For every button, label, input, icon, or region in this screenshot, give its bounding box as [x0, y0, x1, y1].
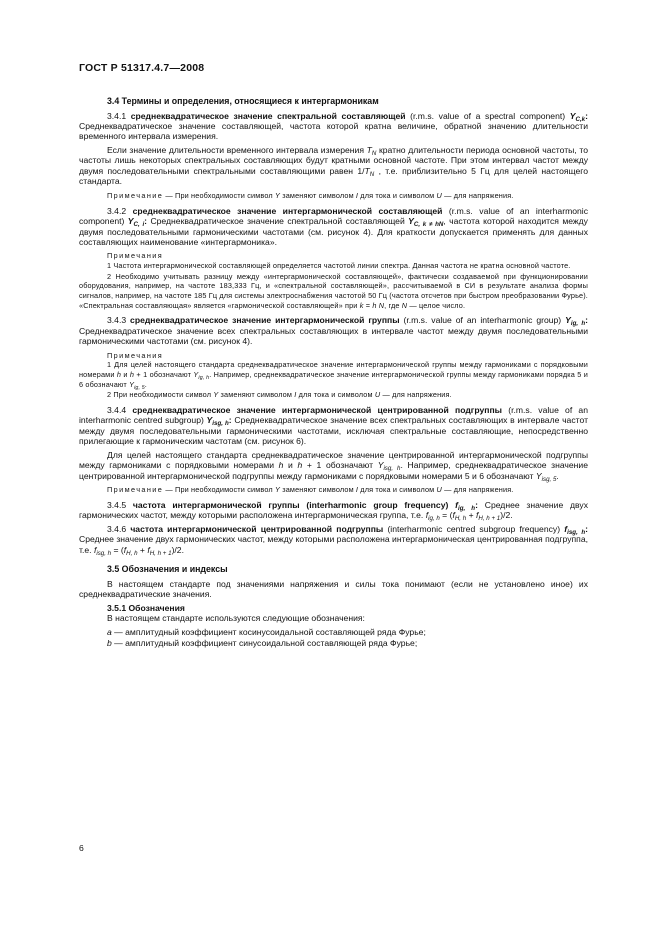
term-3-4-6: 3.4.6 частота интергармонической центрированной подгруппы (interharmonic centred subgroup frequency) $f_{isg, h}$: Среднее значение двух гармонических частот, между которыми расположена интергармоническая центрированная подгруппа, т.е. $f_{isg, h} = (f_{H, h} + f_{H, h + 1})/2$.	[79, 523, 588, 557]
term-3-4-3: 3.4.3 среднеквадратическое значение интергармонической группы (r.m.s. value of an interharmonic group) $Y_{ig, h}$: Среднеквадратическое значение всех спектральных составляющих в интервале частот между двумя последовательными гармоническими частотами (см. рисунок 4).	[79, 315, 588, 347]
subsection-heading-3-5-1: 3.5.1 Обозначения	[107, 602, 185, 613]
term-3-4-4-paragraph: Для целей настоящего стандарта среднеквадратическое значение центрированной интергармонической подгруппы между гармониками с порядковыми номерами h и h + 1 обозначают $Y_{isg, h}$. Например, среднеквадратическое значение центрированной интергармонической подгруппы между гармониками с порядковыми номерами 5 и 6 обозначают $Y_{isg, 5}$.	[79, 449, 588, 483]
section-heading-3-4: 3.4 Термины и определения, относящиеся к интергармоникам	[107, 95, 379, 106]
notes-title-3-4-2: Примечания	[107, 251, 164, 261]
note-3-4-3-1: 1 Для целей настоящего стандарта среднеквадратическое значение интергармонической группы между гармониками с порядковыми номерами h и h + 1 обозначают $Y_{ig, h}$. Например, среднеквадратическое значение интергармонической группы между гармониками порядка 5 и 6 обозначают $Y_{ig, 5}$.	[79, 360, 588, 391]
list-item-b: b — амплитудный коэффициент синусоидальной составляющей ряда Фурье;	[107, 638, 418, 649]
page-number: 6	[79, 843, 84, 853]
term-3-4-4: 3.4.4 среднеквадратическое значение интергармонической центрированной подгруппы (r.m.s. value of an interharmonic centred subgroup) $Y_{isg, h}$: Среднеквадратическое значение всех спектральных составляющих в интервале частот между двумя последовательными гармоническими частотами, исключая спектральные составляющие, непосредственно прилегающие к гармоническим частотам (см. рисунок 6).	[79, 404, 588, 447]
note-3-4-2-1: 1 Частота интергармонической составляющей определяется частотой линии спектра. Данная частота не кратна основной частоте.	[107, 261, 571, 271]
section-3-5-intro: В настоящем стандарте под значениями напряжения и силы тока понимают (если не установлено иное) их среднеквадратические значения.	[79, 578, 588, 600]
term-3-4-1: 3.4.1 среднеквадратическое значение спектральной составляющей (r.m.s. value of a spectral component) $Y_{C,k}$: Среднеквадратическое значение составляющей, частота которой кратна величине, обратной значению длительности временного интервала измерения.	[79, 110, 588, 142]
list-intro: В настоящем стандарте используются следующие обозначения:	[107, 613, 365, 624]
document-header: ГОСТ Р 51317.4.7—2008	[79, 62, 205, 74]
term-3-4-2: 3.4.2 среднеквадратическое значение интергармонической составляющей (r.m.s. value of an interharmonic component) $Y_{C, i}$: Среднеквадратическое значение спектральной составляющей $Y_{C, k \ne hN}$, частота которой находится между двумя последовательными гармоническими частотами (см. рисунок 4). Для краткости допускается применять для данных составляющих наименование «интергармоника».	[79, 205, 588, 247]
term-3-4-5: 3.4.5 частота интергармонической группы (interharmonic group frequency) $f_{ig, h}$: Среднее значение двух гармонических частот, между которыми расположена интергармоническая группа, т.е. $f_{ig, h} = (f_{H, h} + f_{H, h + 1})/2$.	[79, 499, 588, 523]
note-3-4-2-2: 2 Необходимо учитывать разницу между «интергармонической составляющей», фактически создаваемой при функционировании оборудования, например, на частоте 183,333 Гц, и «спектральной составляющей», рассчитываемой в СИ в результате анализа формы сигналов, например, на частоте 185 Гц для системы электроснабжения частотой 50 Гц (частота отсчетов при быстром преобразовании Фурье). «Спектральная составляющая» является «гармонической составляющей» при k = h N, где N — целое число.	[79, 271, 588, 310]
note-3-4-4: Примечание — При необходимости символ Y заменяют символом I для тока и символом U — для напряжения.	[107, 485, 514, 495]
term-3-4-1-paragraph: Если значение длительности временного интервала измерения $T_N$ кратно длительности периода основной частоты, то частоты лишь некоторых спектральных составляющих будут кратными основной частоте. При этом интервал частот между двумя последовательными спектральными составляющими равен $1/T_N$ , т.е. приблизительно 5 Гц для целей настоящего стандарта.	[79, 144, 588, 187]
note-3-4-3-2: 2 При необходимости символ Y заменяют символом I для тока и символом U — для напряжения.	[107, 390, 452, 400]
section-heading-3-5: 3.5 Обозначения и индексы	[107, 564, 228, 575]
list-item-a: a — амплитудный коэффициент косинусоидальной составляющей ряда Фурье;	[107, 626, 426, 637]
notes-title-3-4-3: Примечания	[107, 350, 164, 360]
note-3-4-1: Примечание — При необходимости символ Y заменяют символом I для тока и символом U — для напряжения.	[107, 190, 514, 200]
